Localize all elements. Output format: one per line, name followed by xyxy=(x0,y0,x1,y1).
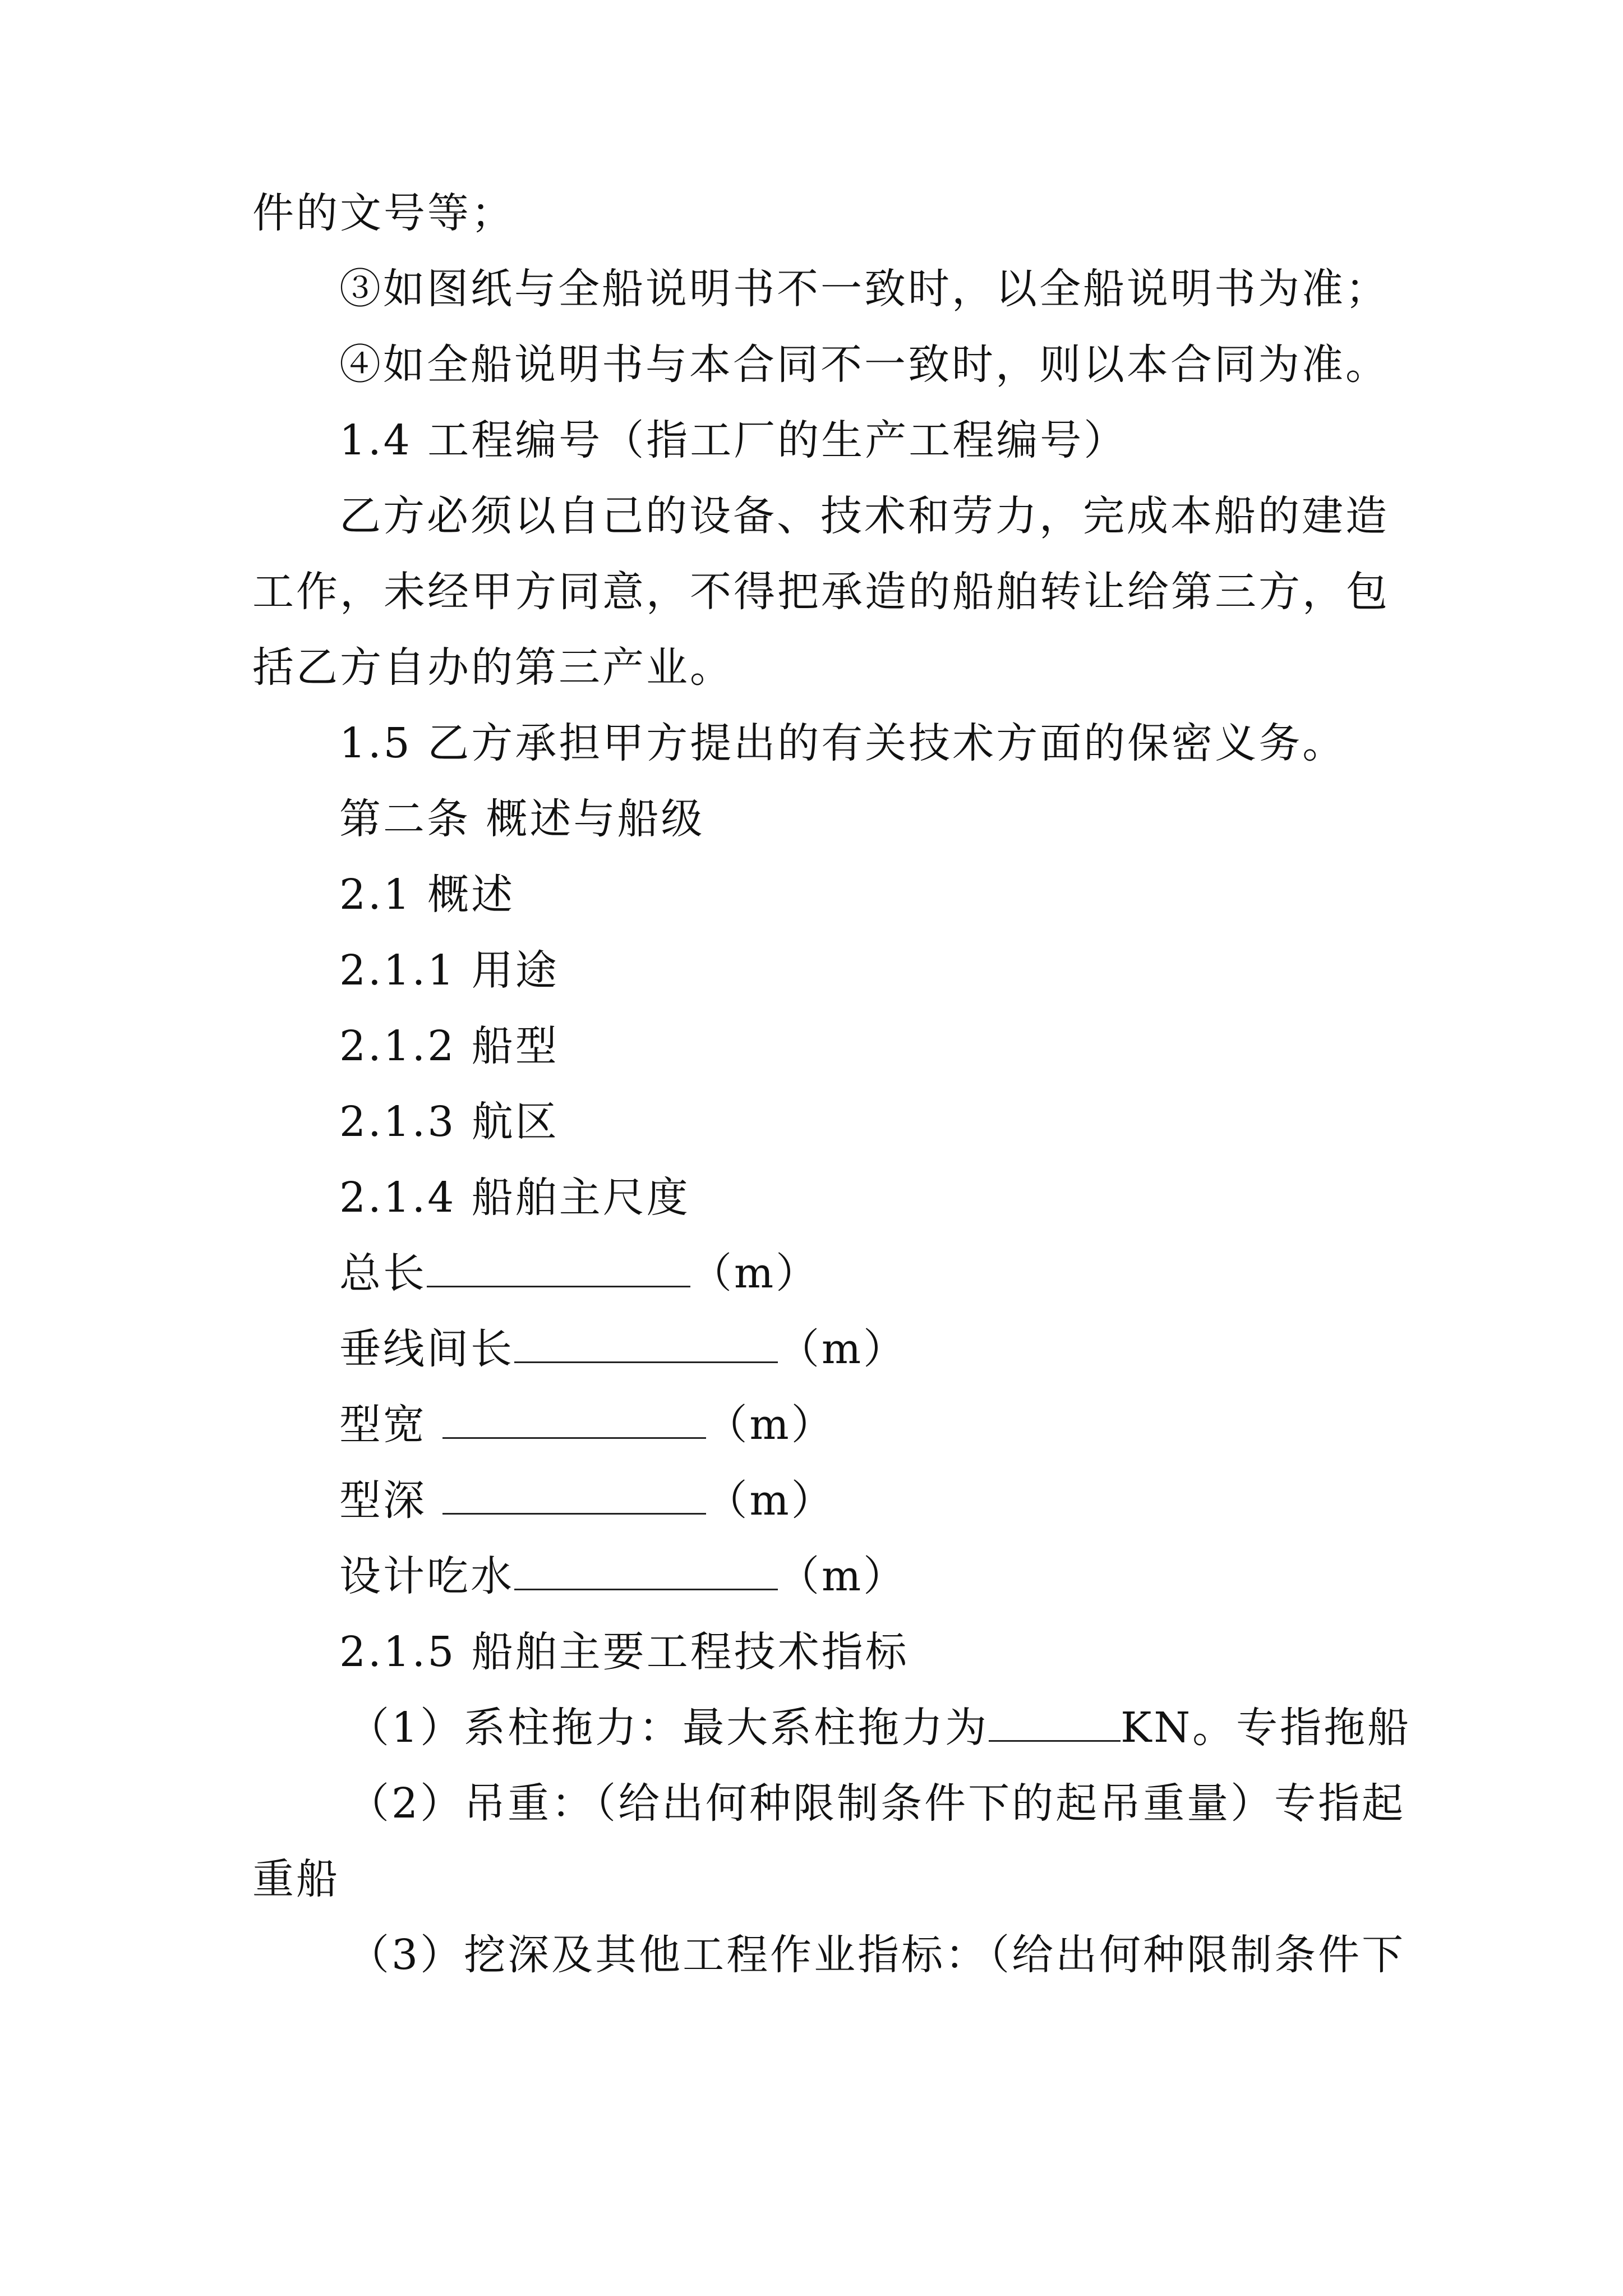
dimension-row-length-overall xyxy=(339,1245,819,1301)
text-line: 括乙方自办的第三产业。 xyxy=(252,643,734,692)
text-line: ③如图纸与全船说明书不一致时，以全船说明书为准； xyxy=(339,265,1389,313)
item-text: KN。专指拖船 xyxy=(1121,1704,1412,1752)
text-line: 件的文号等； xyxy=(252,189,515,237)
dimension-unit: （m） xyxy=(778,1552,907,1600)
section-heading-2-1-3: 2.1.3 航区 xyxy=(339,1098,559,1146)
section-heading-1-5: 1.5 乙方承担甲方提出的有关技术方面的保密义务。 xyxy=(339,719,1347,767)
dimension-row-length-pp xyxy=(339,1321,907,1377)
dimension-label: 垂线间长 xyxy=(339,1325,514,1373)
dimension-unit: （m） xyxy=(706,1476,835,1525)
fill-in-blank[interactable] xyxy=(427,1249,690,1287)
text-line: ④如全船说明书与本合同不一致时，则以本合同为准。 xyxy=(339,341,1389,389)
dimension-row-depth xyxy=(339,1473,835,1529)
item-bollard-pull xyxy=(348,1700,1411,1756)
section-heading-1-4: 1.4 工程编号（指工厂的生产工程编号） xyxy=(339,416,1128,464)
fill-in-blank[interactable] xyxy=(989,1703,1121,1742)
text-line: 工作，未经甲方同意，不得把承造的船舶转让给第三方，包 xyxy=(252,568,1390,616)
dimension-label: 总长 xyxy=(339,1249,427,1297)
dimension-unit: （m） xyxy=(690,1249,820,1297)
article-heading: 第二条 概述与船级 xyxy=(339,795,705,843)
fill-in-blank[interactable] xyxy=(514,1552,778,1590)
fill-in-blank[interactable] xyxy=(442,1400,706,1439)
dimension-row-breadth xyxy=(339,1397,835,1453)
section-heading-2-1: 2.1 概述 xyxy=(339,871,515,919)
text-line: 乙方必须以自己的设备、技术和劳力，完成本船的建造 xyxy=(339,492,1389,540)
section-heading-2-1-5: 2.1.5 船舶主要工程技术指标 xyxy=(339,1628,909,1676)
fill-in-blank[interactable] xyxy=(442,1476,706,1515)
dimension-unit: （m） xyxy=(706,1401,835,1449)
text-line: 重船 xyxy=(252,1855,340,1903)
fill-in-blank[interactable] xyxy=(514,1324,778,1363)
section-heading-2-1-2: 2.1.2 船型 xyxy=(339,1022,559,1070)
section-heading-2-1-1: 2.1.1 用途 xyxy=(339,946,559,995)
dimension-label: 型宽 xyxy=(339,1401,442,1449)
item-lifting: （2）吊重：（给出何种限制条件下的起吊重量）专指起 xyxy=(348,1779,1406,1828)
section-heading-2-1-4: 2.1.4 船舶主尺度 xyxy=(339,1174,690,1222)
item-dredging: （3）挖深及其他工程作业指标：（给出何种限制条件下 xyxy=(348,1931,1406,1979)
item-text: （1）系柱拖力：最大系柱拖力为 xyxy=(348,1704,989,1752)
dimension-unit: （m） xyxy=(778,1325,907,1373)
dimension-row-draft xyxy=(339,1548,907,1604)
dimension-label: 设计吃水 xyxy=(339,1552,514,1600)
dimension-label: 型深 xyxy=(339,1476,442,1525)
